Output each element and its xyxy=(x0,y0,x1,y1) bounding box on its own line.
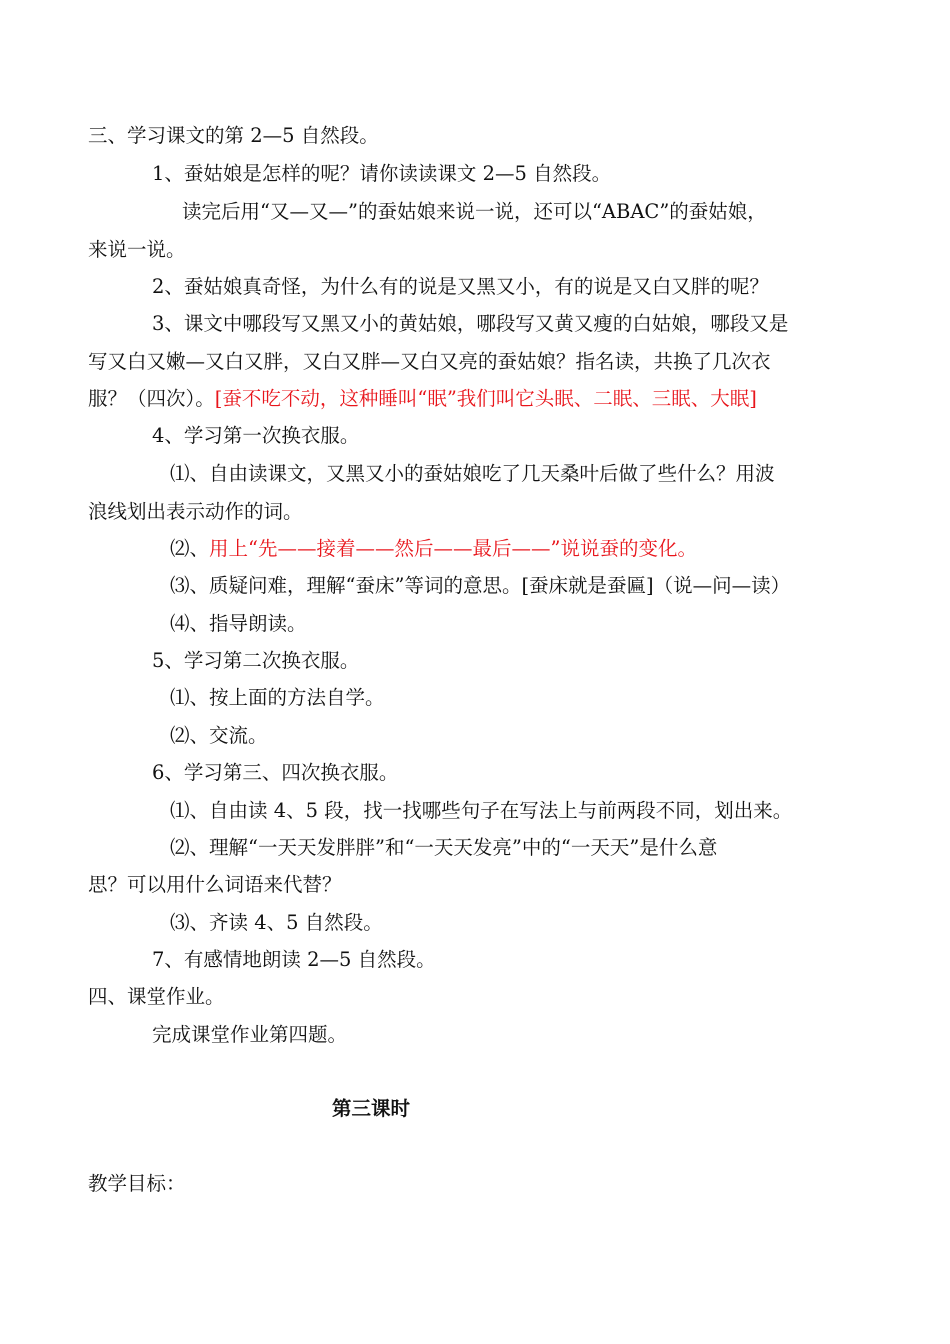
item-4-sub-1-cont: 浪线划出表示动作的词。 xyxy=(88,500,303,523)
section-heading-3: 三、学习课文的第 2—5 自然段。 xyxy=(88,124,379,147)
item-7: 7、有感情地朗读 2—5 自然段。 xyxy=(152,948,436,971)
item-4-sub-2-text: 用上“先——接着——然后——最后——”说说蚕的变化。 xyxy=(209,537,697,560)
item-3-note: [蚕不吃不动，这种睡叫“眠”我们叫它头眠、二眠、三眠、大眠] xyxy=(214,387,757,410)
item-6: 6、学习第三、四次换衣服。 xyxy=(152,761,399,784)
item-5: 5、学习第二次换衣服。 xyxy=(152,649,360,672)
section-heading-4: 四、课堂作业。 xyxy=(88,985,225,1008)
item-6-sub-1: ⑴、自由读 4、5 段，找一找哪些句子在写法上与前两段不同，划出来。 xyxy=(170,799,793,822)
item-1: 1、蚕姑娘是怎样的呢？请你读读课文 2—5 自然段。 xyxy=(152,162,612,185)
teaching-goals-label: 教学目标： xyxy=(88,1172,186,1195)
lesson-title: 第三课时 xyxy=(332,1097,411,1120)
item-4-sub-1: ⑴、自由读课文，又黑又小的蚕姑娘吃了几天桑叶后做了些什么？用波 xyxy=(170,462,775,485)
item-6-sub-2-cont: 思？可以用什么词语来代替？ xyxy=(88,873,342,896)
item-4-sub-2-marker: ⑵、 xyxy=(170,537,210,560)
item-6-sub-2: ⑵、理解“一天天发胖胖”和“一天天发亮”中的“一天天”是什么意 xyxy=(170,836,718,859)
section-4-text: 完成课堂作业第四题。 xyxy=(152,1023,348,1046)
item-5-sub-2: ⑵、交流。 xyxy=(170,724,268,747)
item-4: 4、学习第一次换衣服。 xyxy=(152,424,360,447)
item-3-answer: 服？（四次）。 xyxy=(88,387,215,410)
item-3-cont-2 xyxy=(88,385,878,413)
item-3: 3、课文中哪段写又黑又小的黄姑娘，哪段写又黄又瘦的白姑娘，哪段又是 xyxy=(152,312,789,335)
item-4-sub-3: ⑶、质疑问难，理解“蚕床”等词的意思。[蚕床就是蚕匾]（说—问—读） xyxy=(170,574,791,597)
item-3-cont: 写又白又嫩—又白又胖，又白又胖—又白又亮的蚕姑娘？指名读，共换了几次衣 xyxy=(88,350,771,373)
item-4-sub-2 xyxy=(170,535,950,563)
item-6-sub-3: ⑶、齐读 4、5 自然段。 xyxy=(170,911,383,934)
item-2: 2、蚕姑娘真奇怪，为什么有的说是又黑又小，有的说是又白又胖的呢？ xyxy=(152,275,769,298)
item-1-instruction-cont: 来说一说。 xyxy=(88,238,186,261)
item-4-sub-4: ⑷、指导朗读。 xyxy=(170,612,307,635)
item-1-instruction: 读完后用“又—又—”的蚕姑娘来说一说，还可以“ABAC”的蚕姑娘， xyxy=(182,200,767,223)
item-5-sub-1: ⑴、按上面的方法自学。 xyxy=(170,686,385,709)
